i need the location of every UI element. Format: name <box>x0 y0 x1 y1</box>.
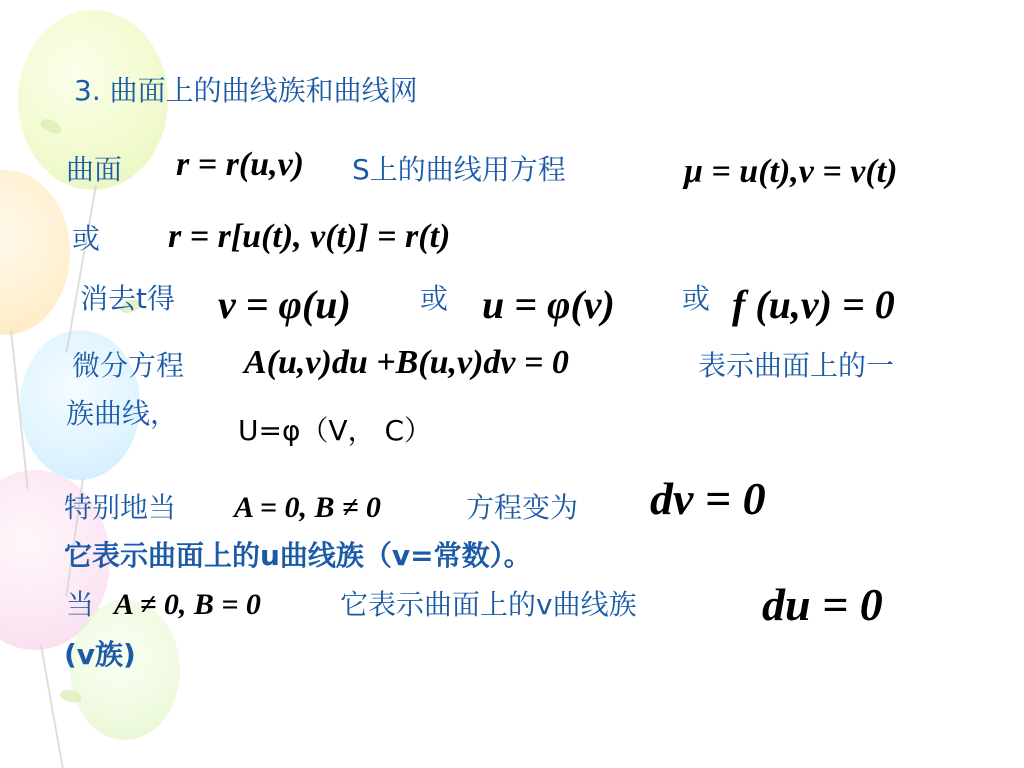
label-in-particular: 特别地当 <box>64 491 177 524</box>
label-or: 或 <box>420 282 449 315</box>
equation-family-solution: U=φ（V， C） <box>238 414 433 447</box>
balloon-string <box>40 645 65 768</box>
equation-v-phi-u: v = φ(u) <box>218 282 351 327</box>
text-u-curve-family: 它表示曲面上的u曲线族（v=常数）。 <box>64 539 532 572</box>
text-v-family: (v族) <box>64 638 136 671</box>
label-surface: 曲面 <box>66 153 123 186</box>
label-curve-equation: S上的曲线用方程 <box>352 153 566 186</box>
label-or: 或 <box>682 282 711 315</box>
equation-surface: r = r(u,v) <box>176 146 304 183</box>
equation-condition-a-zero: A = 0, B ≠ 0 <box>234 491 381 524</box>
label-eliminate-t: 消去t得 <box>80 282 175 315</box>
balloon-orange <box>0 170 70 335</box>
label-family-of-curves: 族曲线， <box>66 397 179 430</box>
label-represents-family: 表示曲面上的一 <box>698 349 895 382</box>
equation-condition-b-zero: A ≠ 0, B = 0 <box>114 588 261 621</box>
equation-u-phi-v: u = φ(v) <box>482 282 615 327</box>
text-v-curve-family: 它表示曲面上的v曲线族 <box>340 588 637 621</box>
equation-dv-zero: dv = 0 <box>650 473 766 524</box>
equation-parametric: μ = u(t),v = v(t) <box>684 153 898 190</box>
equation-composite: r = r[u(t), v(t)] = r(t) <box>168 218 451 255</box>
section-heading: 3. 曲面上的曲线族和曲线网 <box>74 74 418 107</box>
equation-differential: A(u,v)du +B(u,v)dv = 0 <box>244 344 569 381</box>
label-differential-equation: 微分方程 <box>72 349 185 382</box>
label-equation-becomes: 方程变为 <box>466 491 579 524</box>
equation-du-zero: du = 0 <box>762 579 883 630</box>
label-when: 当 <box>66 588 95 621</box>
balloon-string <box>65 185 96 353</box>
label-or: 或 <box>72 222 101 255</box>
equation-implicit: f (u,v) = 0 <box>732 282 895 327</box>
